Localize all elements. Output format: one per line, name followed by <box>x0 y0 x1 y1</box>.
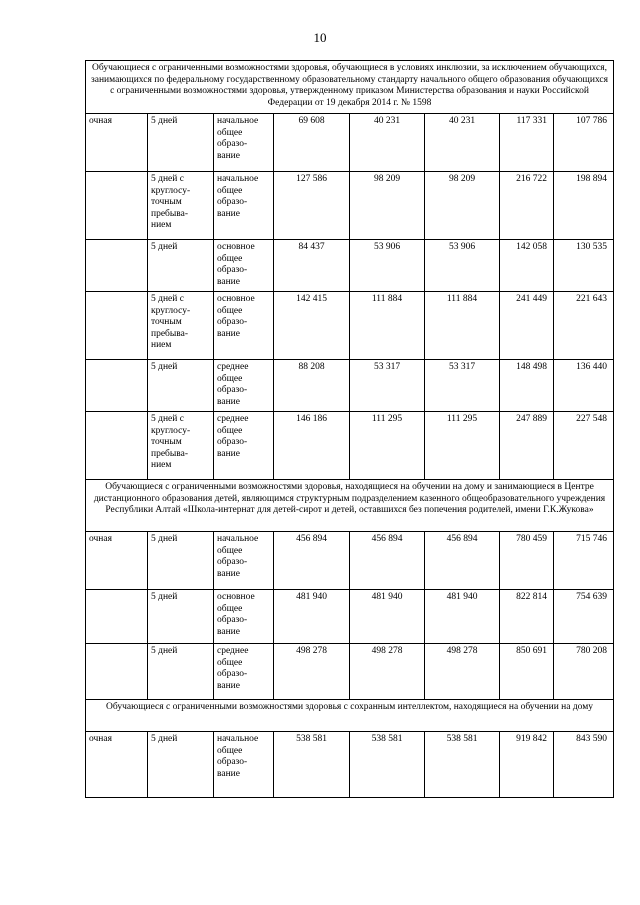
cost-value-cell: 456 894 <box>274 532 350 590</box>
cost-value-cell: 754 639 <box>554 590 614 644</box>
cost-value-cell: 111 295 <box>350 412 425 480</box>
week-period-cell: 5 дней <box>148 732 214 798</box>
table-row <box>86 172 614 240</box>
week-period-cell: 5 дней с круглосу- точным пребыва- нием <box>148 292 214 360</box>
table-row <box>86 292 614 360</box>
cost-value-cell: 69 608 <box>274 114 350 172</box>
cost-value-cell: 241 449 <box>500 292 554 360</box>
education-form-cell <box>86 644 148 700</box>
week-period-cell: 5 дней <box>148 114 214 172</box>
week-period-cell: 5 дней <box>148 590 214 644</box>
cost-value-cell: 221 643 <box>554 292 614 360</box>
table-row <box>86 644 614 700</box>
table-row <box>86 532 614 590</box>
education-form-cell <box>86 412 148 480</box>
cost-value-cell: 780 459 <box>500 532 554 590</box>
cost-value-cell: 456 894 <box>425 532 500 590</box>
week-period-cell: 5 дней с круглосу- точным пребыва- нием <box>148 172 214 240</box>
cost-value-cell: 111 295 <box>425 412 500 480</box>
education-level-cell: начальное общее образо- вание <box>214 532 274 590</box>
table-row <box>86 114 614 172</box>
week-period-cell: 5 дней <box>148 360 214 412</box>
education-form-cell: очная <box>86 114 148 172</box>
cost-value-cell: 84 437 <box>274 240 350 292</box>
section-header-row <box>86 61 614 114</box>
cost-value-cell: 498 278 <box>425 644 500 700</box>
cost-value-cell: 146 186 <box>274 412 350 480</box>
week-period-cell: 5 дней с круглосу- точным пребыва- нием <box>148 412 214 480</box>
cost-value-cell: 456 894 <box>350 532 425 590</box>
cost-value-cell: 481 940 <box>350 590 425 644</box>
cost-value-cell: 142 058 <box>500 240 554 292</box>
cost-value-cell: 111 884 <box>350 292 425 360</box>
education-level-cell: среднее общее образо- вание <box>214 412 274 480</box>
week-period-cell: 5 дней <box>148 532 214 590</box>
week-period-cell: 5 дней <box>148 240 214 292</box>
education-form-cell <box>86 360 148 412</box>
education-form-cell <box>86 240 148 292</box>
cost-value-cell: 227 548 <box>554 412 614 480</box>
cost-value-cell: 148 498 <box>500 360 554 412</box>
cost-value-cell: 715 746 <box>554 532 614 590</box>
table-row <box>86 240 614 292</box>
education-level-cell: среднее общее образо- вание <box>214 644 274 700</box>
cost-value-cell: 919 842 <box>500 732 554 798</box>
cost-value-cell: 780 208 <box>554 644 614 700</box>
section-header: Обучающиеся с ограниченными возможностями здоровья, обучающиеся в условиях инклюзии, за исключением обучающихся, занимающихся по федеральному государственному образовательному стандарту начального общего образования обучающихся с ограниченными возможностями здоровья, утвержденному приказом Министерства образования и науки Российской Федерации от 19 декабря 2014 г. № 1598 <box>86 61 614 114</box>
cost-value-cell: 198 894 <box>554 172 614 240</box>
table-row <box>86 732 614 798</box>
cost-value-cell: 53 906 <box>425 240 500 292</box>
table-row <box>86 360 614 412</box>
cost-value-cell: 130 535 <box>554 240 614 292</box>
cost-value-cell: 40 231 <box>350 114 425 172</box>
education-form-cell: очная <box>86 732 148 798</box>
section-header: Обучающиеся с ограниченными возможностями здоровья с сохранным интеллектом, находящиеся на обучении на дому <box>86 700 614 732</box>
cost-value-cell: 142 415 <box>274 292 350 360</box>
education-level-cell: основное общее образо- вание <box>214 240 274 292</box>
cost-value-cell: 127 586 <box>274 172 350 240</box>
education-level-cell: начальное общее образо- вание <box>214 172 274 240</box>
cost-value-cell: 538 581 <box>274 732 350 798</box>
cost-value-cell: 40 231 <box>425 114 500 172</box>
cost-value-cell: 53 317 <box>425 360 500 412</box>
education-level-cell: среднее общее образо- вание <box>214 360 274 412</box>
cost-value-cell: 538 581 <box>350 732 425 798</box>
cost-value-cell: 117 331 <box>500 114 554 172</box>
cost-value-cell: 498 278 <box>274 644 350 700</box>
cost-value-cell: 481 940 <box>274 590 350 644</box>
cost-value-cell: 247 889 <box>500 412 554 480</box>
page-number: 10 <box>313 30 327 45</box>
education-level-cell: начальное общее образо- вание <box>214 732 274 798</box>
section-header: Обучающиеся с ограниченными возможностями здоровья, находящиеся на обучении на дому и занимающиеся в Центре дистанционного образования детей, являющимся структурным подразделением казенного общеобразовательного учреждения Республики Алтай «Школа-интернат для детей-сирот и детей, оставшихся без попечения родителей, имени Г.К.Жукова» <box>86 480 614 532</box>
cost-value-cell: 98 209 <box>350 172 425 240</box>
cost-value-cell: 107 786 <box>554 114 614 172</box>
cost-value-cell: 136 440 <box>554 360 614 412</box>
cost-value-cell: 822 814 <box>500 590 554 644</box>
cost-value-cell: 53 906 <box>350 240 425 292</box>
cost-value-cell: 53 317 <box>350 360 425 412</box>
education-form-cell <box>86 590 148 644</box>
cost-value-cell: 88 208 <box>274 360 350 412</box>
cost-value-cell: 111 884 <box>425 292 500 360</box>
section-header-row <box>86 700 614 732</box>
cost-table <box>85 60 614 798</box>
education-level-cell: начальное общее образо- вание <box>214 114 274 172</box>
week-period-cell: 5 дней <box>148 644 214 700</box>
education-form-cell <box>86 172 148 240</box>
education-level-cell: основное общее образо- вание <box>214 590 274 644</box>
education-form-cell: очная <box>86 532 148 590</box>
table-row <box>86 590 614 644</box>
cost-value-cell: 216 722 <box>500 172 554 240</box>
cost-value-cell: 481 940 <box>425 590 500 644</box>
cost-value-cell: 98 209 <box>425 172 500 240</box>
education-form-cell <box>86 292 148 360</box>
section-header-row <box>86 480 614 532</box>
education-level-cell: основное общее образо- вание <box>214 292 274 360</box>
cost-value-cell: 850 691 <box>500 644 554 700</box>
cost-value-cell: 843 590 <box>554 732 614 798</box>
cost-value-cell: 538 581 <box>425 732 500 798</box>
cost-value-cell: 498 278 <box>350 644 425 700</box>
table-row <box>86 412 614 480</box>
